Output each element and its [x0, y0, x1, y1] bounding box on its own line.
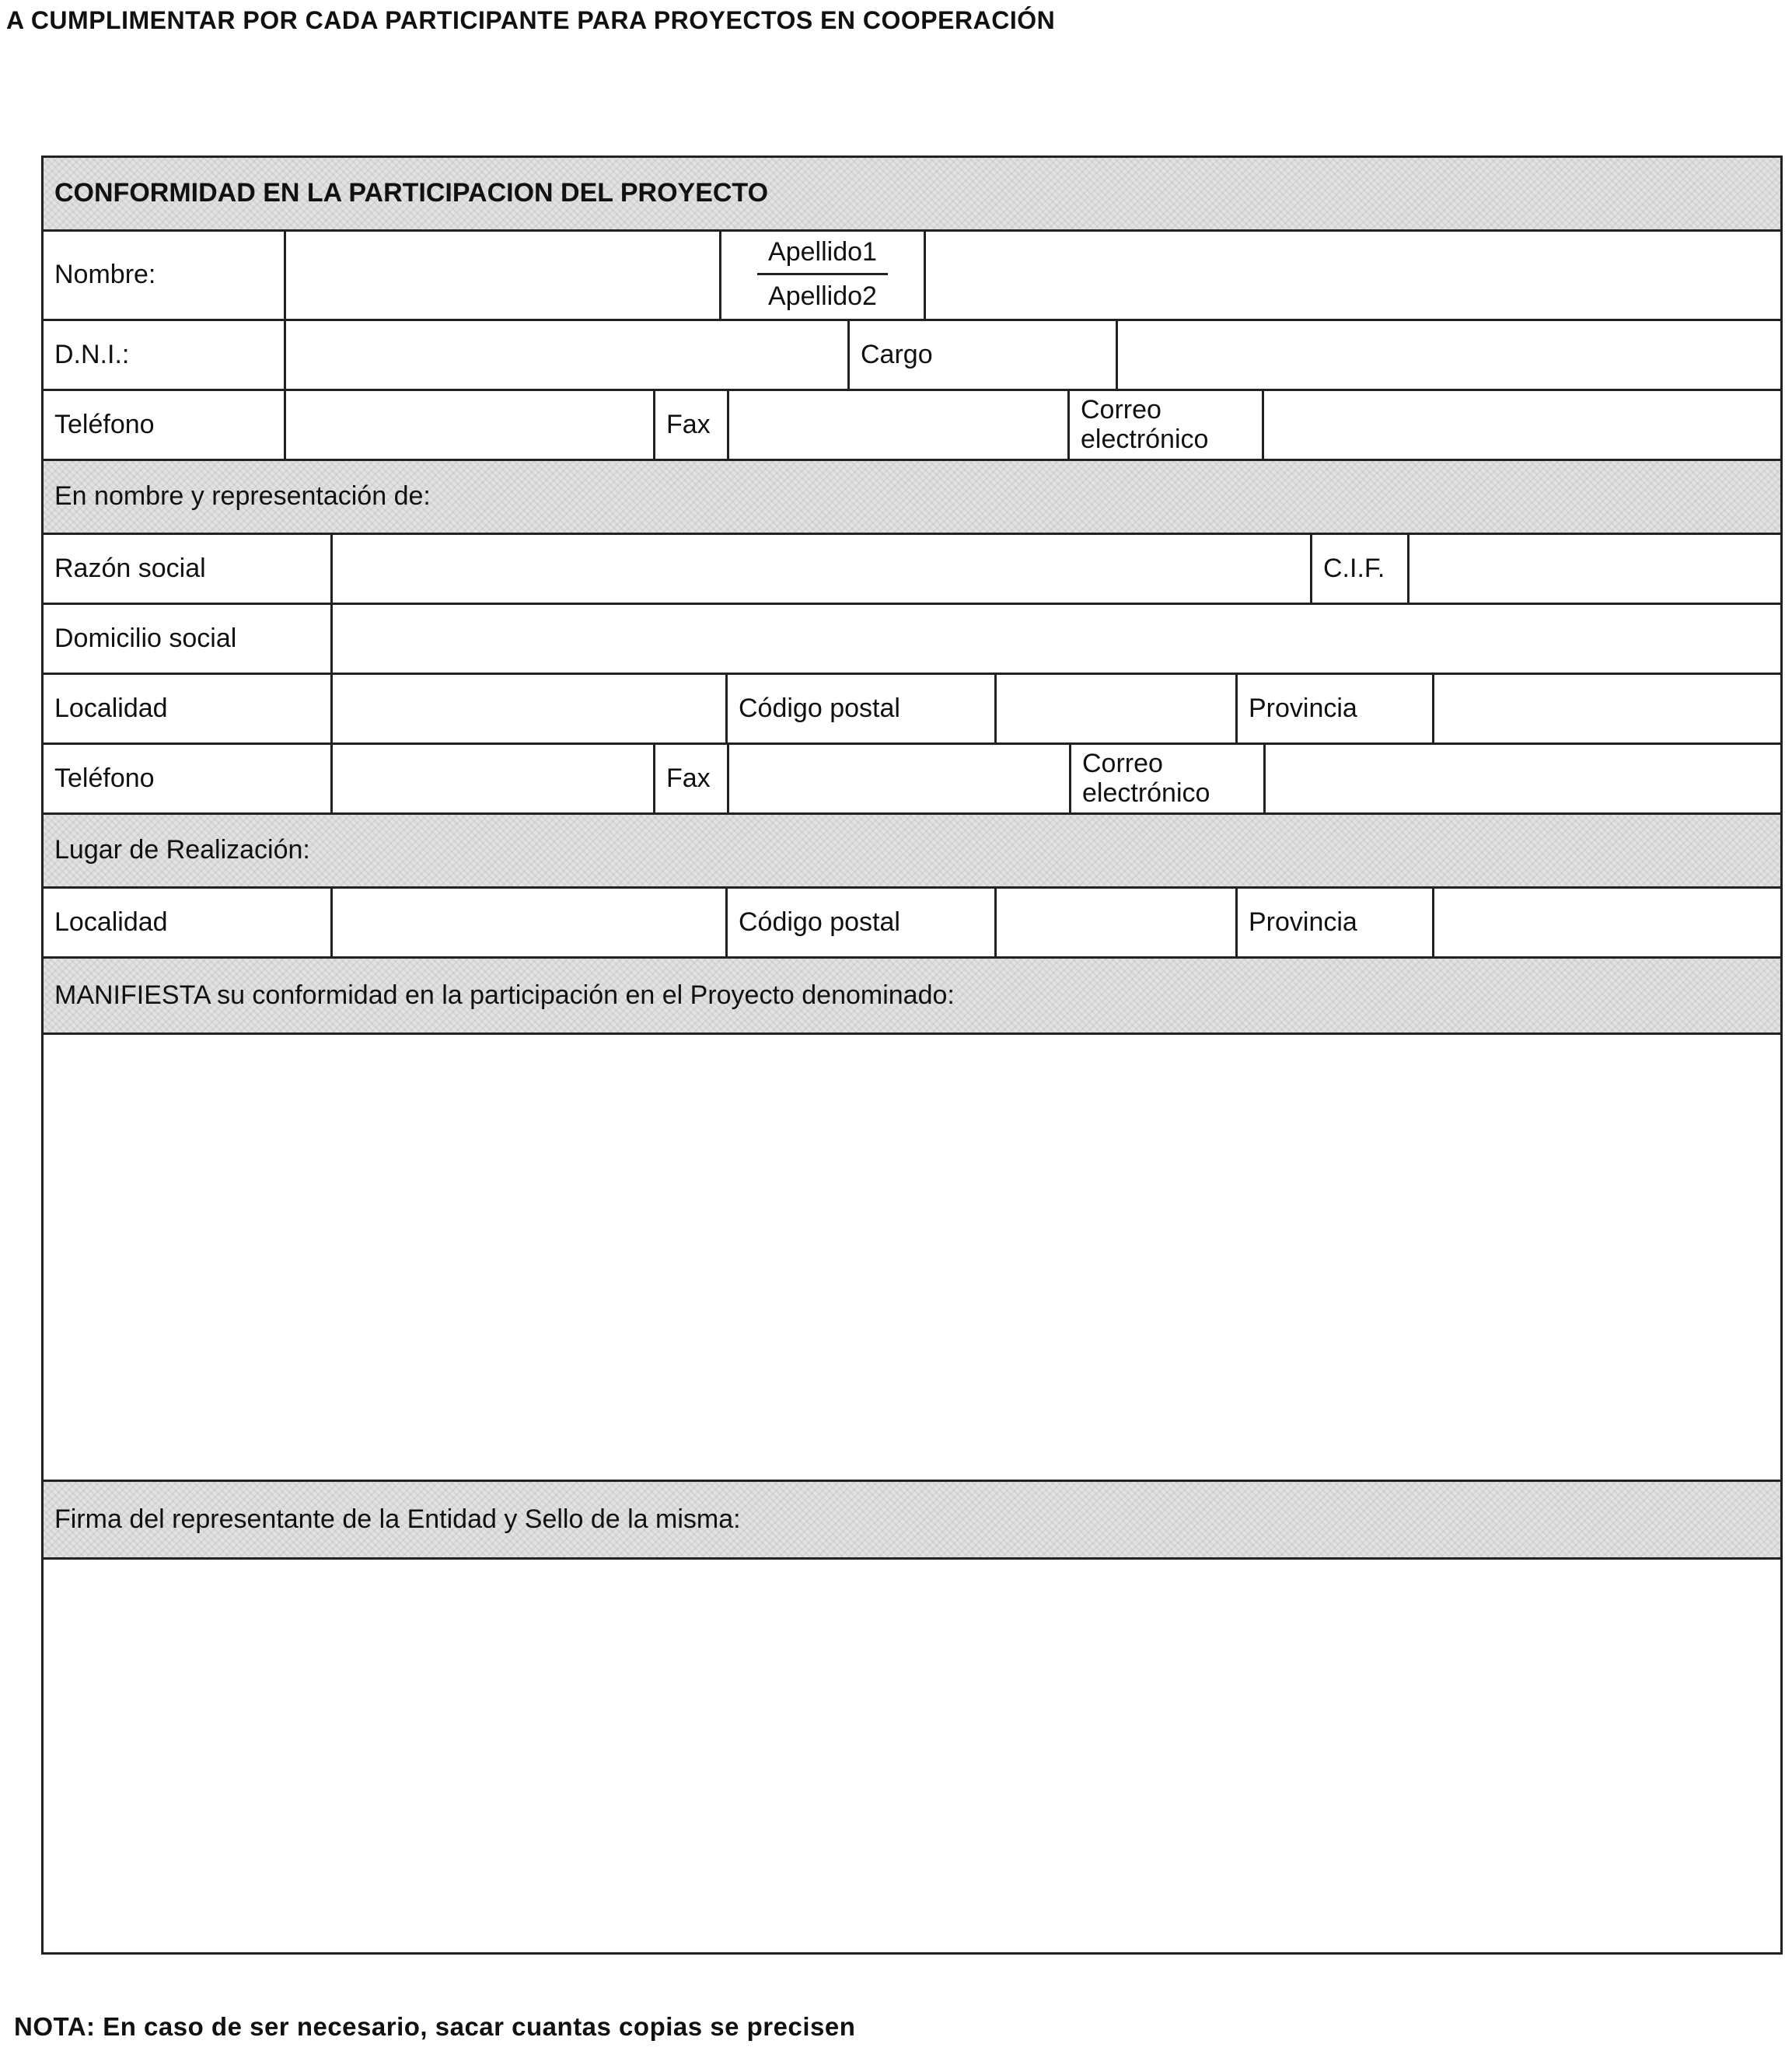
lugar-localidad-row	[44, 889, 1780, 959]
razon-social-field[interactable]	[333, 535, 1312, 603]
dni-row	[44, 321, 1780, 391]
nombre-field[interactable]	[286, 232, 721, 319]
cif-label: C.I.F.	[1312, 535, 1409, 603]
firma-sello-field[interactable]	[44, 1560, 1780, 1952]
cargo-label: Cargo	[850, 321, 1118, 389]
nombre-label: Nombre:	[44, 232, 286, 319]
apellidos-fields	[926, 232, 1780, 319]
contacto-row	[44, 391, 1780, 461]
firma-row	[44, 1482, 1780, 1560]
provincia-label: Provincia	[1238, 675, 1434, 742]
entidad-contacto-row	[44, 745, 1780, 815]
localidad-label: Localidad	[44, 675, 333, 742]
localidad-row	[44, 675, 1780, 745]
dni-field[interactable]	[286, 321, 850, 389]
lugar-provincia-label: Provincia	[1238, 889, 1434, 956]
footer-note: NOTA: En caso de ser necesario, sacar cuantas copias se precisen	[14, 2012, 856, 2041]
firma-label: Firma del representante de la Entidad y Sello de la misma:	[44, 1482, 1780, 1557]
codigo-postal-field[interactable]	[997, 675, 1238, 742]
apellidos-labels	[721, 232, 926, 319]
entidad-correo-field[interactable]	[1266, 745, 1780, 812]
codigo-postal-label: Código postal	[728, 675, 997, 742]
manifiesta-row	[44, 959, 1780, 1035]
correo-label: Correo electrónico	[1070, 391, 1264, 459]
lugar-localidad-label: Localidad	[44, 889, 333, 956]
entidad-fax-field[interactable]	[729, 745, 1071, 812]
lugar-localidad-field[interactable]	[333, 889, 728, 956]
entidad-fax-label: Fax	[655, 745, 729, 812]
cif-field[interactable]	[1409, 535, 1780, 603]
entidad-correo-label: Correo electrónico	[1071, 745, 1266, 812]
representacion-row	[44, 461, 1780, 535]
lugar-codigo-postal-label: Código postal	[728, 889, 997, 956]
fax-label: Fax	[655, 391, 729, 459]
form-title-row	[44, 158, 1780, 232]
manifiesta-label: MANIFIESTA su conformidad en la participación en el Proyecto denominado:	[44, 959, 1780, 1032]
participation-form	[41, 155, 1783, 1955]
form-title: CONFORMIDAD EN LA PARTICIPACION DEL PROYECTO	[44, 158, 1780, 229]
entidad-telefono-field[interactable]	[333, 745, 655, 812]
apellido2-label: Apellido2	[768, 281, 877, 312]
proyecto-denominado-field[interactable]	[44, 1035, 1780, 1480]
lugar-provincia-field[interactable]	[1434, 889, 1780, 956]
lugar-codigo-postal-field[interactable]	[997, 889, 1238, 956]
telefono-field[interactable]	[286, 391, 655, 459]
domicilio-social-field[interactable]	[333, 605, 1780, 673]
lugar-realizacion-label: Lugar de Realización:	[44, 815, 1780, 886]
fax-field[interactable]	[729, 391, 1070, 459]
telefono-label: Teléfono	[44, 391, 286, 459]
localidad-field[interactable]	[333, 675, 728, 742]
firma-area-row	[44, 1560, 1780, 1952]
domicilio-social-label: Domicilio social	[44, 605, 333, 673]
correo-field[interactable]	[1264, 391, 1780, 459]
provincia-field[interactable]	[1434, 675, 1780, 742]
cargo-field[interactable]	[1118, 321, 1780, 389]
razon-social-row	[44, 535, 1780, 605]
lugar-realizacion-row	[44, 815, 1780, 889]
proyecto-area-row	[44, 1035, 1780, 1482]
page-header: A CUMPLIMENTAR POR CADA PARTICIPANTE PARA PROYECTOS EN COOPERACIÓN	[6, 6, 1056, 34]
razon-social-label: Razón social	[44, 535, 333, 603]
domicilio-row	[44, 605, 1780, 675]
entidad-telefono-label: Teléfono	[44, 745, 333, 812]
nombre-row	[44, 232, 1780, 321]
apellido1-label: Apellido1	[757, 232, 888, 275]
dni-label: D.N.I.:	[44, 321, 286, 389]
representacion-label: En nombre y representación de:	[44, 461, 1780, 533]
